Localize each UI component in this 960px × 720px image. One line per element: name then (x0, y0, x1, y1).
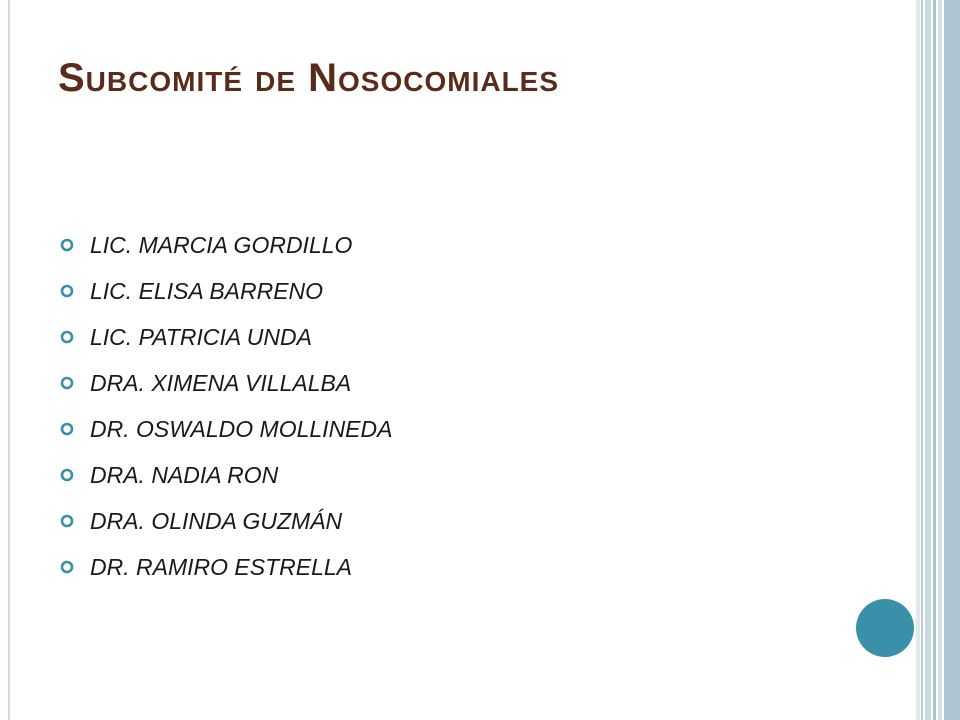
slide-title: Subcomité de Nosocomiales (58, 56, 560, 100)
list-item (60, 406, 392, 452)
list-item-text: DRA. NADIA RON (90, 461, 279, 488)
ring-bullet-icon (60, 560, 74, 574)
left-border-rule (8, 0, 10, 720)
right-decorative-stripes (916, 0, 960, 720)
list-item-text: LIC. ELISA BARRENO (90, 277, 324, 304)
list-item-text: LIC. MARCIA GORDILLO (90, 231, 353, 258)
ring-bullet-icon (60, 330, 74, 344)
list-item-text: DRA. OLINDA GUZMÁN (90, 507, 343, 534)
list-item-text: LIC. PATRICIA UNDA (90, 323, 312, 350)
decorative-circle (856, 599, 914, 657)
stripe (938, 0, 942, 720)
stripe (921, 0, 923, 720)
ring-bullet-icon (60, 284, 74, 298)
stripe (933, 0, 936, 720)
stripe (916, 0, 920, 720)
ring-bullet-icon (60, 376, 74, 390)
list-item-text: DRA. XIMENA VILLALBA (90, 369, 352, 396)
list-item (60, 452, 392, 498)
list-item (60, 360, 392, 406)
list-item-text: DR. OSWALDO MOLLINEDA (90, 415, 393, 442)
ring-bullet-icon (60, 468, 74, 482)
member-list (60, 222, 392, 590)
ring-bullet-icon (60, 422, 74, 436)
list-item-text: DR. RAMIRO ESTRELLA (90, 553, 352, 580)
list-item (60, 314, 392, 360)
list-item (60, 498, 392, 544)
stripe (925, 0, 931, 720)
list-item (60, 544, 392, 590)
stripe (944, 0, 960, 720)
list-item (60, 222, 392, 268)
ring-bullet-icon (60, 514, 74, 528)
list-item (60, 268, 392, 314)
ring-bullet-icon (60, 238, 74, 252)
